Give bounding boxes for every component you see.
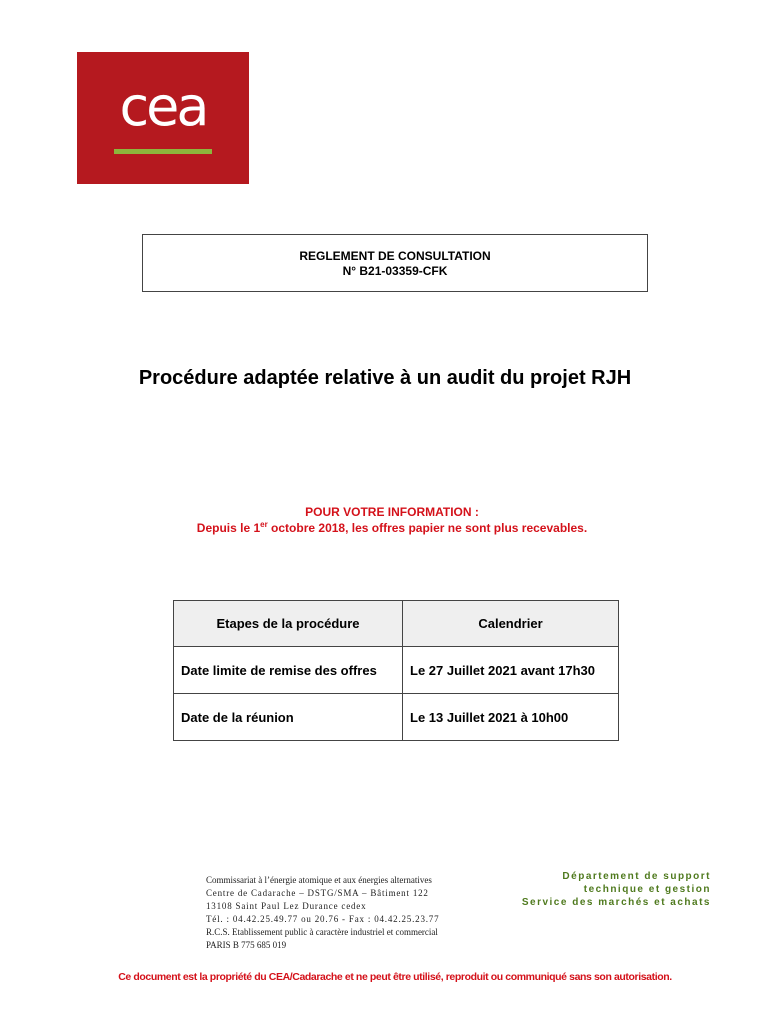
cea-logo — [77, 52, 249, 184]
table-header-row — [174, 601, 619, 647]
consultation-number: N° B21-03359-CFK — [342, 264, 448, 278]
step-cell: Date limite de remise des offres — [174, 647, 403, 694]
procedure-schedule-table — [173, 600, 619, 741]
date-cell: Le 27 Juillet 2021 avant 17h30 — [403, 647, 619, 694]
logo-green-bar — [114, 149, 212, 154]
notice-text: Depuis le 1er octobre 2018, les offres papier ne sont plus recevables. — [196, 520, 588, 535]
information-notice — [0, 504, 770, 536]
address-line: R.C.S. Etablissement public à caractère industriel et commercial — [206, 927, 438, 937]
page-title: Procédure adaptée relative à un audit du projet RJH — [138, 367, 632, 389]
department-line: Département de support — [562, 871, 711, 882]
address-line: Centre de Cadarache – DSTG/SMA – Bâtiment 122 — [206, 888, 429, 898]
confidentiality-footer: Ce document est la propriété du CEA/Cadarache et ne peut être utilisé, reproduit ou communiqué sans son autorisation. — [118, 971, 672, 983]
consultation-reference-box — [142, 234, 648, 292]
consultation-heading: REGLEMENT DE CONSULTATION — [299, 249, 491, 263]
department-line: technique et gestion — [583, 884, 711, 895]
notice-heading: POUR VOTRE INFORMATION : — [305, 505, 479, 519]
date-cell: Le 13 Juillet 2021 à 10h00 — [403, 694, 619, 741]
step-cell: Date de la réunion — [174, 694, 403, 741]
department-line: Service des marchés et achats — [521, 897, 711, 908]
logo-text: cea — [119, 75, 207, 138]
column-header-calendar: Calendrier — [403, 601, 619, 647]
table-row — [174, 647, 619, 694]
column-header-steps: Etapes de la procédure — [174, 601, 403, 647]
address-line: Commissariat à l’énergie atomique et aux énergies alternatives — [206, 875, 432, 885]
address-line: Tél. : 04.42.25.49.77 ou 20.76 - Fax : 04.42.25.23.77 — [206, 914, 440, 924]
address-line: PARIS B 775 685 019 — [206, 940, 287, 950]
address-block — [206, 874, 439, 952]
department-block — [522, 870, 711, 909]
table-row — [174, 694, 619, 741]
address-line: 13108 Saint Paul Lez Durance cedex — [206, 901, 367, 911]
